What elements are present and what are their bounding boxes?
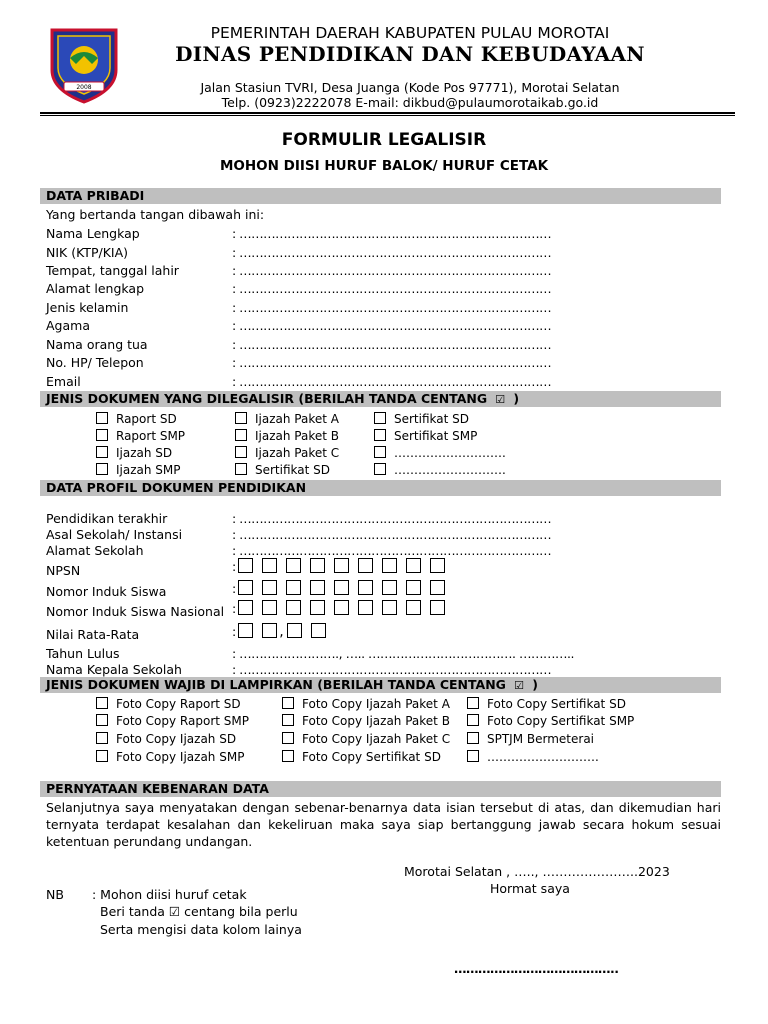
digit-box[interactable] [358, 580, 373, 595]
colon: : [232, 559, 237, 574]
field-label: No. HP/ Telepon [46, 355, 144, 370]
field-kepala-sekolah[interactable]: : …………………………………………………………………… [232, 662, 552, 677]
field-label: NIK (KTP/KIA) [46, 245, 129, 260]
checkbox-label: Ijazah SD [116, 446, 173, 460]
intro-text: Yang bertanda tangan dibawah ini: [46, 207, 265, 222]
header-department: DINAS PENDIDIKAN DAN KEBUDAYAAN [175, 42, 645, 66]
field-label: Nama Lengkap [46, 226, 140, 241]
colon: : [232, 624, 237, 639]
checkbox-label: Foto Copy Raport SMP [116, 714, 249, 728]
checkbox-label: Raport SMP [116, 429, 186, 443]
checkbox[interactable] [282, 714, 294, 726]
label-asal-sekolah: Asal Sekolah/ Instansi [46, 527, 183, 542]
field-value[interactable]: : …………………………………………………………………… [232, 374, 552, 389]
checkbox-label: ………………………. [394, 463, 506, 477]
checkbox-option[interactable] [235, 412, 339, 426]
header-contact: Telp. (0923)2222078 E-mail: dikbud@pulaumorotaikab.go.id [221, 95, 599, 110]
nb-line-2 [100, 904, 298, 919]
nb-label: NB [46, 887, 64, 902]
checkbox[interactable] [235, 446, 247, 458]
digit-box[interactable] [382, 600, 397, 615]
checkbox-option[interactable] [96, 750, 244, 764]
digit-box[interactable] [238, 558, 253, 573]
digit-box[interactable] [262, 600, 277, 615]
checkbox-option[interactable] [282, 750, 441, 764]
checked-box-icon: ☑ [491, 393, 509, 406]
form-subtitle: MOHON DIISI HURUF BALOK/ HURUF CETAK [219, 158, 549, 174]
checkbox-label: Foto Copy Sertifikat SD [302, 750, 441, 764]
nisn-boxes[interactable] [232, 600, 454, 616]
section-jenis-dokumen [40, 391, 721, 407]
digit-box[interactable] [286, 558, 301, 573]
digit-box[interactable] [430, 600, 445, 615]
checkbox-label: ………………………. [394, 446, 506, 460]
checkbox[interactable] [96, 412, 108, 424]
checkbox-label: SPTJM Bermeterai [487, 732, 595, 746]
section-profil-dokumen: DATA PROFIL DOKUMEN PENDIDIKAN [40, 480, 721, 496]
checkbox-label: Foto Copy Ijazah Paket A [302, 697, 450, 711]
checkbox[interactable] [282, 750, 294, 762]
checkbox[interactable] [235, 429, 247, 441]
header-divider-thin [40, 115, 735, 116]
checkbox-label: Ijazah Paket A [255, 412, 339, 426]
digit-box[interactable] [262, 580, 277, 595]
checkbox-option[interactable] [467, 714, 634, 728]
section-heading-text: JENIS DOKUMEN YANG DILEGALISIR (BERILAH TANDA CENTANG [46, 391, 488, 406]
section-heading-end: ) [513, 391, 520, 406]
header-government: PEMERINTAH DAERAH KABUPATEN PULAU MOROTAI [210, 24, 610, 42]
checkbox[interactable] [374, 429, 386, 441]
digit-box[interactable] [406, 558, 421, 573]
checkbox[interactable] [96, 697, 108, 709]
digit-box[interactable] [310, 558, 325, 573]
checkbox-option[interactable] [235, 446, 339, 460]
checkbox-label: Foto Copy Raport SD [116, 697, 241, 711]
field-asal-sekolah[interactable]: : …………………………………………………………………… [232, 527, 552, 542]
checkbox-label: Foto Copy Ijazah Paket C [302, 732, 451, 746]
field-value[interactable]: : …………………………………………………………………… [232, 337, 552, 352]
statement-text: Selanjutnya saya menyatakan dengan sebenar-benarnya data isian tersebut di atas, dan dikemudian hari ternyata terdapat kesalahan dan kekeliruan maka saya siap bertanggung jawab secara hokum sesuai ketentuan perundang undangan. [46, 800, 721, 849]
label-tahun-lulus: Tahun Lulus [46, 646, 120, 661]
nis-boxes[interactable] [232, 580, 454, 596]
checkbox-label: Ijazah Paket C [255, 446, 340, 460]
digit-box[interactable] [358, 558, 373, 573]
checkbox[interactable] [467, 714, 479, 726]
field-value[interactable]: : …………………………………………………………………… [232, 300, 552, 315]
field-label: Tempat, tanggal lahir [46, 263, 179, 278]
checked-box-icon: ☑ [510, 679, 528, 692]
digit-box[interactable] [358, 600, 373, 615]
field-value[interactable]: : …………………………………………………………………… [232, 226, 552, 241]
colon: : [232, 601, 237, 616]
digit-box[interactable] [238, 580, 253, 595]
digit-box[interactable] [334, 558, 349, 573]
colon: : [232, 581, 237, 596]
checkbox-option[interactable] [374, 429, 477, 443]
checkbox[interactable] [96, 429, 108, 441]
digit-box[interactable] [430, 558, 445, 573]
checkbox-label: Foto Copy Ijazah Paket B [302, 714, 450, 728]
section-lampiran [40, 677, 721, 693]
checkbox[interactable] [235, 463, 247, 475]
field-label: Jenis kelamin [46, 300, 129, 315]
checkbox-option[interactable] [282, 732, 450, 746]
label-alamat-sekolah: Alamat Sekolah [46, 543, 144, 558]
field-value[interactable]: : …………………………………………………………………… [232, 245, 552, 260]
digit-box[interactable] [382, 558, 397, 573]
checkbox-option[interactable] [96, 446, 172, 460]
field-value[interactable]: : …………………………………………………………………… [232, 355, 552, 370]
checkbox-option[interactable] [282, 697, 450, 711]
field-label: Agama [46, 318, 90, 333]
checkbox-option[interactable] [96, 732, 236, 746]
digit-box[interactable] [286, 600, 301, 615]
label-pendidikan-terakhir: Pendidikan terakhir [46, 511, 168, 526]
checkbox-label: Sertifikat SD [255, 463, 330, 477]
checkbox-option[interactable] [96, 412, 177, 426]
signature-line[interactable]: ………………………………….. [454, 961, 619, 976]
field-tahun-lulus[interactable]: : ……………………., ….. ………………………………. ………….. [232, 646, 574, 661]
label-nis: Nomor Induk Siswa [46, 584, 167, 599]
digit-box[interactable] [334, 600, 349, 615]
digit-box[interactable] [430, 580, 445, 595]
checkbox-label: Ijazah Paket B [255, 429, 340, 443]
field-label: Email [46, 374, 81, 389]
checked-box-icon: ☑ [168, 904, 181, 919]
svg-text:2008: 2008 [76, 84, 92, 91]
hormat-saya: Hormat saya [490, 881, 570, 896]
checkbox-label: Foto Copy Ijazah SMP [116, 750, 245, 764]
form-title: FORMULIR LEGALISIR [281, 130, 487, 150]
section-pernyataan: PERNYATAAN KEBENARAN DATA [40, 781, 721, 797]
digit-box[interactable] [334, 580, 349, 595]
nilai-boxes[interactable] [232, 623, 335, 640]
label-nilai: Nilai Rata-Rata [46, 627, 140, 642]
checkbox[interactable] [96, 714, 108, 726]
npsn-boxes[interactable] [232, 558, 454, 574]
checkbox[interactable] [467, 750, 479, 762]
header-divider [40, 112, 735, 114]
field-value[interactable]: : …………………………………………………………………… [232, 263, 552, 278]
nb-line-2-end: centang bila perlu [184, 904, 298, 919]
field-value[interactable]: : …………………………………………………………………… [232, 281, 552, 296]
checkbox[interactable] [374, 412, 386, 424]
checkbox-label: Ijazah SMP [116, 463, 181, 477]
field-label: Nama orang tua [46, 337, 148, 352]
checkbox-option[interactable] [374, 446, 506, 460]
checkbox-option[interactable] [96, 697, 241, 711]
section-heading-text: JENIS DOKUMEN WAJIB DI LAMPIRKAN (BERILAH TANDA CENTANG [46, 677, 506, 692]
digit-box[interactable] [406, 600, 421, 615]
field-pendidikan-terakhir[interactable]: : …………………………………………………………………… [232, 511, 552, 526]
checkbox-option[interactable] [467, 750, 599, 764]
section-heading-end: ) [532, 677, 538, 692]
checkbox[interactable] [96, 463, 108, 475]
checkbox[interactable] [96, 750, 108, 762]
checkbox[interactable] [467, 732, 479, 744]
checkbox[interactable] [282, 732, 294, 744]
checkbox[interactable] [282, 697, 294, 709]
nb-line-3: Serta mengisi data kolom lainya [100, 922, 302, 937]
checkbox-label: Sertifikat SD [394, 412, 469, 426]
field-label: Alamat lengkap [46, 281, 145, 296]
decimal-comma: , [279, 624, 284, 640]
checkbox[interactable] [96, 446, 108, 458]
digit-box[interactable] [286, 580, 301, 595]
digit-box[interactable] [310, 580, 325, 595]
checkbox[interactable] [467, 697, 479, 709]
checkbox-label: Foto Copy Ijazah SD [116, 732, 237, 746]
checkbox-label: Sertifikat SMP [394, 429, 478, 443]
digit-box[interactable] [238, 600, 253, 615]
header-address: Jalan Stasiun TVRI, Desa Juanga (Kode Pos 97771), Morotai Selatan [200, 80, 620, 95]
checkbox[interactable] [374, 463, 386, 475]
nb-line-1: : Mohon diisi huruf cetak [92, 887, 247, 902]
checkbox-option[interactable] [282, 714, 450, 728]
checkbox-option[interactable] [235, 463, 330, 477]
checkbox[interactable] [96, 732, 108, 744]
label-kepala-sekolah: Nama Kepala Sekolah [46, 662, 182, 677]
place-date[interactable]: Morotai Selatan , ….., …………………..2023 [404, 864, 670, 879]
checkbox-label: Foto Copy Sertifikat SMP [487, 714, 635, 728]
checkbox[interactable] [374, 446, 386, 458]
section-data-pribadi: DATA PRIBADI [40, 188, 721, 204]
checkbox[interactable] [235, 412, 247, 424]
digit-box[interactable] [406, 580, 421, 595]
checkbox-label: Raport SD [116, 412, 177, 426]
checkbox-option[interactable] [467, 697, 626, 711]
checkbox-option[interactable] [374, 412, 469, 426]
checkbox-option[interactable] [96, 429, 185, 443]
checkbox-option[interactable] [96, 463, 181, 477]
label-nisn: Nomor Induk Siswa Nasional [46, 604, 225, 619]
digit-box[interactable] [310, 600, 325, 615]
label-npsn: NPSN [46, 563, 81, 578]
field-alamat-sekolah[interactable]: : …………………………………………………………………… [232, 543, 552, 558]
checkbox-option[interactable] [467, 732, 594, 746]
checkbox-label: ………………………. [487, 750, 599, 764]
logo [42, 24, 126, 104]
checkbox-option[interactable] [374, 463, 506, 477]
checkbox-option[interactable] [235, 429, 339, 443]
nb-line-2-start: Beri tanda [100, 904, 165, 919]
checkbox-option[interactable] [96, 714, 249, 728]
field-value[interactable]: : …………………………………………………………………… [232, 318, 552, 333]
checkbox-label: Foto Copy Sertifikat SD [487, 697, 626, 711]
digit-box[interactable] [382, 580, 397, 595]
digit-box[interactable] [262, 558, 277, 573]
